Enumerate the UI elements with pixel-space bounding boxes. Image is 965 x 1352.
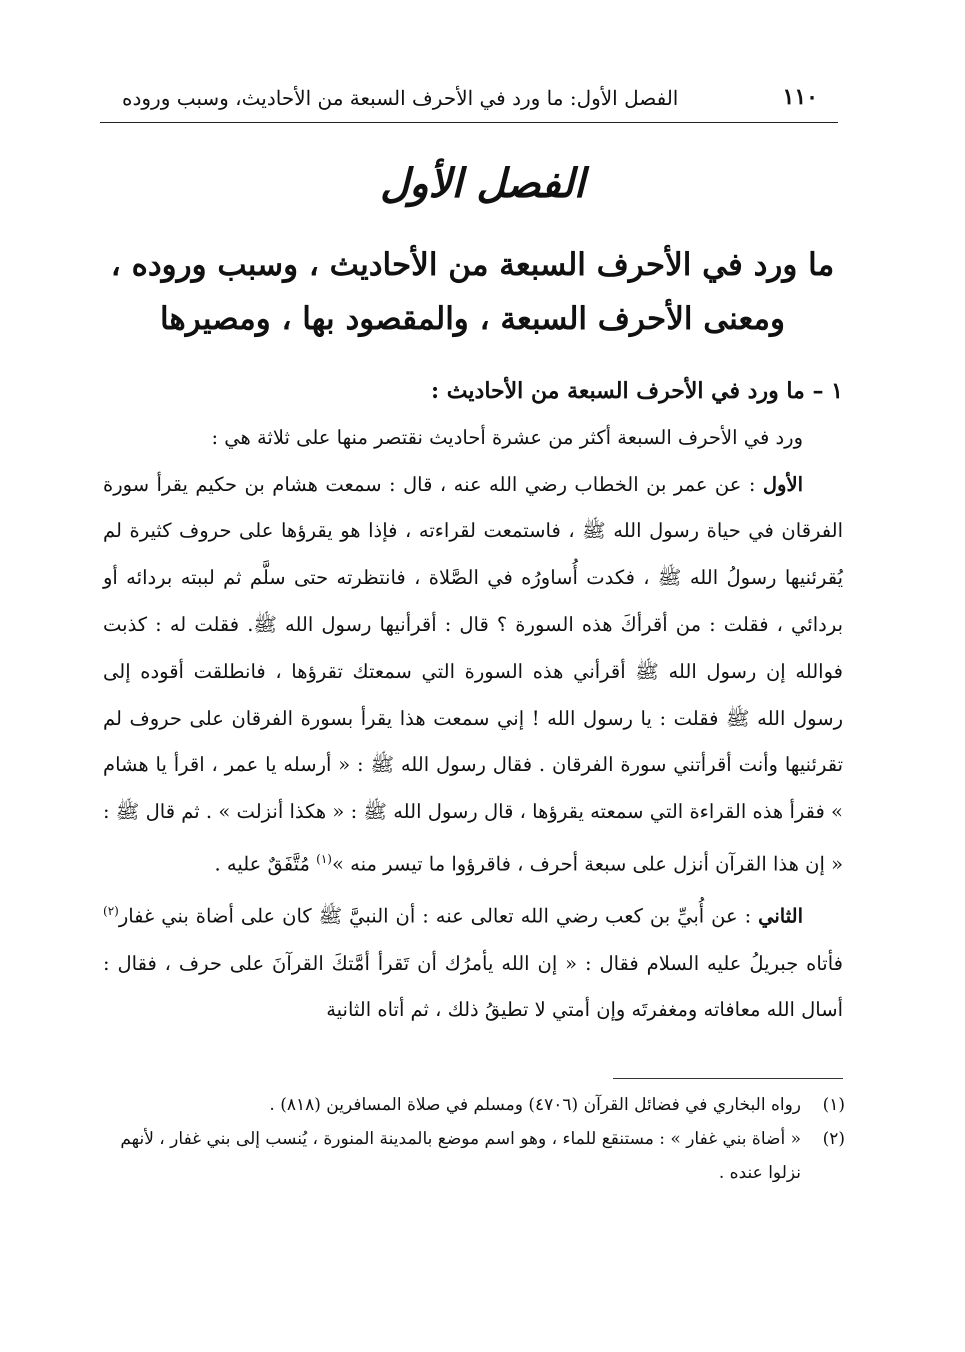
footnote-ref-2: (٢) bbox=[103, 904, 119, 919]
hadith-2-text-a: : عن أُبيِّ بن كعب رضي الله تعالى عنه : أن النبيَّ ﷺ كان على أضاة بني غفار bbox=[118, 904, 759, 928]
hadith-1-lead: الأول bbox=[762, 472, 803, 496]
body-text bbox=[103, 368, 843, 1034]
footnote-1-number: (١) bbox=[822, 1095, 845, 1115]
footnote-2 bbox=[110, 1122, 845, 1190]
footnote-divider bbox=[613, 1078, 843, 1079]
footnotes bbox=[110, 1088, 845, 1190]
footnote-2-text: « أضاة بني غفار » : مستنقع للماء ، وهو اسم موضع بالمدينة المنورة ، يُنسب إلى بني غفار ، لأنهم نزلوا عنده . bbox=[120, 1129, 801, 1183]
footnote-1-text: رواه البخاري في فضائل القرآن (٤٧٠٦) ومسلم في صلاة المسافرين (٨١٨) . bbox=[269, 1095, 801, 1115]
chapter-subtitle bbox=[105, 238, 840, 346]
running-title: الفصل الأول: ما ورد في الأحرف السبعة من الأحاديث، وسبب وروده bbox=[122, 86, 679, 110]
hadith-1-text: : عن عمر بن الخطاب رضي الله عنه ، قال : سمعت هشام بن حكيم يقرأ سورة الفرقان في حياة رسول الله ﷺ ، فاستمعت لقراءته ، فإذا هو يقرؤها على حروف كثيرة لم يُقرئنيها رسولُ الله ﷺ ، فكدت أُساورُه في الصَّلاة ، فانتظرته حتى سلَّم ثم لببته بردائه أو بردائي ، فقلت : من أقرأكَ هذه السورة ؟ قال : أقرأنيها رسول الله ﷺ. فقلت له : كذبت فوالله إن رسول الله ﷺ أقرأني هذه السورة التي سمعتك تقرؤها ، فانطلقت أقوده إلى رسول الله ﷺ فقلت : يا رسول الله ! إني سمعت هذا يقرأ بسورة الفرقان على حروف لم تقرئنيها وأنت أقرأتني سورة الفرقان . فقال رسول الله ﷺ : « أرسله يا عمر ، اقرأ يا هشام » فقرأ هذه القراءة التي سمعته يقرؤها ، قال رسول الله ﷺ : « هكذا أنزلت » . ثم قال ﷺ : « إن هذا القرآن أنزل على سبعة أحرف ، فاقرؤوا ما تيسر منه » bbox=[103, 472, 843, 876]
footnote-ref-1: (١) bbox=[316, 851, 332, 866]
hadith-1-paragraph bbox=[103, 462, 843, 889]
hadith-2-lead: الثاني bbox=[758, 904, 803, 928]
footnote-2-number: (٢) bbox=[822, 1129, 845, 1149]
chapter-label: الفصل الأول bbox=[380, 160, 585, 207]
running-header bbox=[100, 82, 838, 123]
section-intro: ورد في الأحرف السبعة أكثر من عشرة أحاديث نقتصر منها على ثلاثة هي : bbox=[211, 425, 803, 449]
hadith-2-paragraph bbox=[103, 888, 843, 1034]
page-number: ١١٠ bbox=[782, 84, 818, 110]
chapter-subtitle-line-1: ما ورد في الأحرف السبعة من الأحاديث ، وسبب وروده ، bbox=[110, 247, 835, 283]
hadith-1-after: مُتَّفَقٌ عليه . bbox=[214, 852, 317, 876]
footnote-1 bbox=[110, 1088, 845, 1122]
chapter-subtitle-line-2: ومعنى الأحرف السبعة ، والمقصود بها ، ومصيرها bbox=[159, 301, 786, 337]
section-heading: ١ – ما ورد في الأحرف السبعة من الأحاديث : bbox=[431, 378, 843, 404]
hadith-2-text-b: فأتاه جبريلُ عليه السلام فقال : « إن الله يأمرُك أن تَقرأ أمَّتكَ القرآنَ على حرف ، فقال : أسال الله معافاته ومغفرتَه وإن أمتي لا تطيقُ ذلك ، ثم أتاه الثانية bbox=[103, 951, 843, 1022]
